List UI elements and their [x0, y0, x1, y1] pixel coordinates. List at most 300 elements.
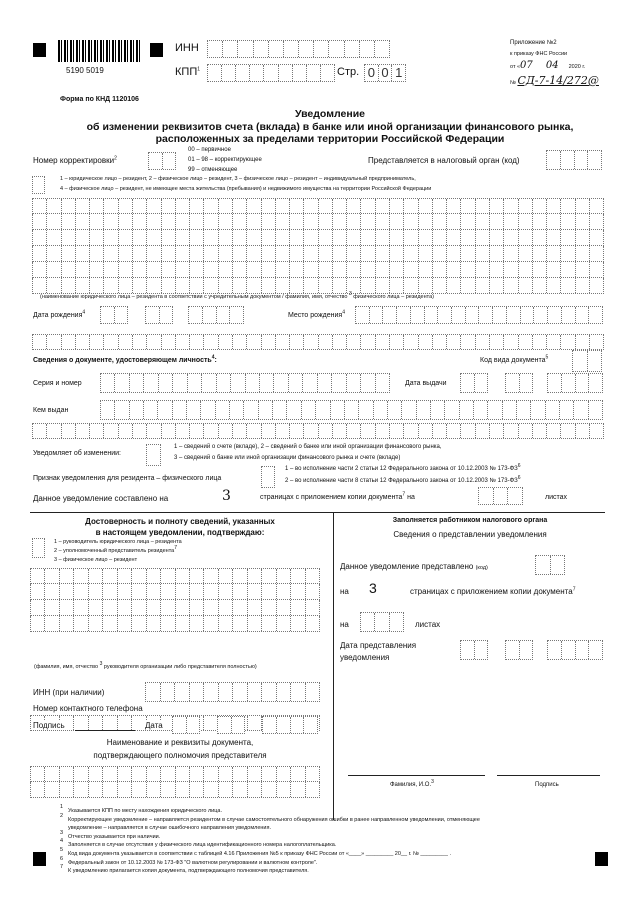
cell[interactable]	[504, 214, 518, 229]
cell[interactable]	[89, 616, 103, 631]
cell[interactable]	[461, 278, 475, 293]
cell[interactable]	[104, 246, 118, 261]
cell[interactable]	[333, 278, 347, 293]
cell[interactable]	[561, 262, 575, 277]
cell[interactable]	[276, 230, 290, 245]
cell[interactable]	[306, 683, 320, 701]
cell[interactable]	[290, 246, 304, 261]
cell[interactable]	[219, 683, 234, 701]
cell[interactable]	[118, 616, 132, 631]
cell[interactable]	[176, 199, 190, 213]
cell[interactable]	[519, 199, 533, 213]
resident-name-grid[interactable]	[32, 198, 604, 294]
cell[interactable]	[274, 374, 288, 392]
cell[interactable]	[519, 262, 533, 277]
cell[interactable]	[103, 600, 117, 615]
cell[interactable]	[149, 153, 163, 169]
cell[interactable]	[319, 230, 333, 245]
cell[interactable]	[233, 278, 247, 293]
cell[interactable]	[262, 569, 276, 583]
cell[interactable]	[452, 307, 466, 323]
cell[interactable]	[219, 767, 233, 781]
cell[interactable]	[60, 569, 74, 583]
grid-row[interactable]	[30, 584, 320, 600]
cell[interactable]	[547, 214, 561, 229]
cell[interactable]	[204, 683, 219, 701]
cell[interactable]	[273, 401, 287, 419]
cell[interactable]	[390, 613, 403, 631]
issue-year-input[interactable]	[547, 373, 603, 393]
cell[interactable]	[490, 230, 504, 245]
cell[interactable]	[589, 401, 602, 419]
cell[interactable]	[219, 569, 233, 583]
cell[interactable]	[103, 767, 117, 781]
cell[interactable]	[490, 335, 504, 349]
cell[interactable]	[290, 230, 304, 245]
cell[interactable]	[33, 539, 44, 557]
cell[interactable]	[133, 424, 147, 438]
cell[interactable]	[76, 424, 90, 438]
cell[interactable]	[519, 246, 533, 261]
cell[interactable]	[277, 717, 291, 733]
cell[interactable]	[31, 782, 45, 797]
cell[interactable]	[504, 262, 518, 277]
series-number-input[interactable]	[100, 373, 390, 393]
cell[interactable]	[74, 767, 88, 781]
cell[interactable]	[204, 199, 218, 213]
cell[interactable]	[488, 401, 502, 419]
cell[interactable]	[466, 307, 480, 323]
cell[interactable]	[333, 246, 347, 261]
cell[interactable]	[347, 214, 361, 229]
cell[interactable]	[374, 401, 388, 419]
cell[interactable]	[62, 246, 76, 261]
cell[interactable]	[361, 613, 375, 631]
cell[interactable]	[233, 600, 247, 615]
cell[interactable]	[345, 41, 360, 57]
cell[interactable]	[132, 600, 146, 615]
cell[interactable]	[576, 307, 590, 323]
resident-type-input[interactable]	[32, 176, 45, 194]
cell[interactable]	[347, 262, 361, 277]
cell[interactable]	[60, 584, 74, 599]
cell[interactable]	[250, 65, 264, 81]
cell[interactable]	[475, 374, 488, 392]
cell[interactable]	[103, 616, 117, 631]
cell[interactable]	[247, 424, 261, 438]
cell[interactable]	[361, 335, 375, 349]
cell[interactable]	[74, 569, 88, 583]
cell[interactable]	[331, 401, 345, 419]
cell[interactable]	[504, 230, 518, 245]
cell[interactable]	[447, 278, 461, 293]
cell[interactable]	[319, 246, 333, 261]
cell[interactable]	[176, 584, 190, 599]
cell[interactable]	[60, 767, 74, 781]
cell[interactable]	[590, 246, 603, 261]
cell[interactable]	[347, 374, 361, 392]
grid-row[interactable]	[32, 246, 604, 262]
cell[interactable]	[359, 401, 373, 419]
cell[interactable]	[590, 230, 603, 245]
sign-input[interactable]	[261, 466, 275, 488]
cell[interactable]	[461, 424, 475, 438]
cell[interactable]	[190, 230, 204, 245]
cell[interactable]	[233, 424, 247, 438]
cell[interactable]	[361, 214, 375, 229]
cell[interactable]	[45, 569, 59, 583]
cell[interactable]	[47, 262, 61, 277]
cell[interactable]	[103, 782, 117, 797]
cell[interactable]	[247, 214, 261, 229]
cell[interactable]	[276, 246, 290, 261]
cell[interactable]	[404, 246, 418, 261]
cell[interactable]	[306, 782, 319, 797]
cell[interactable]	[303, 374, 317, 392]
cell[interactable]	[248, 569, 262, 583]
cell[interactable]	[277, 569, 291, 583]
cell[interactable]	[104, 278, 118, 293]
change-type-input[interactable]	[146, 444, 161, 466]
sheets-input[interactable]	[478, 487, 523, 505]
cell[interactable]	[248, 600, 262, 615]
cell[interactable]	[31, 569, 45, 583]
cell[interactable]	[547, 278, 561, 293]
cell[interactable]	[588, 351, 602, 371]
cell[interactable]	[233, 214, 247, 229]
cell[interactable]	[548, 307, 562, 323]
cell[interactable]	[204, 335, 218, 349]
cell[interactable]	[533, 424, 547, 438]
cell[interactable]	[33, 199, 47, 213]
cell[interactable]	[204, 616, 218, 631]
cell[interactable]	[45, 616, 59, 631]
cell[interactable]	[347, 199, 361, 213]
right-sheets-input[interactable]	[360, 612, 404, 632]
cell[interactable]	[216, 401, 230, 419]
cell[interactable]	[217, 307, 231, 323]
cell[interactable]	[547, 199, 561, 213]
cell[interactable]	[90, 335, 104, 349]
cell[interactable]	[277, 600, 291, 615]
cell[interactable]	[47, 246, 61, 261]
cell[interactable]	[219, 199, 233, 213]
signer-name-grid[interactable]	[30, 568, 320, 632]
cell[interactable]	[263, 717, 277, 733]
cell[interactable]	[276, 262, 290, 277]
cell[interactable]	[306, 569, 319, 583]
cell[interactable]	[419, 424, 433, 438]
cell[interactable]	[419, 214, 433, 229]
cell[interactable]	[304, 335, 318, 349]
cell[interactable]	[361, 424, 375, 438]
cell[interactable]	[533, 230, 547, 245]
cell[interactable]	[304, 199, 318, 213]
cell[interactable]	[561, 151, 575, 169]
cell[interactable]	[161, 782, 175, 797]
cell[interactable]	[390, 335, 404, 349]
cell[interactable]	[425, 307, 439, 323]
submitted-code-input[interactable]	[535, 555, 565, 575]
cell[interactable]	[238, 41, 253, 57]
cell[interactable]	[573, 351, 588, 371]
cell[interactable]	[62, 214, 76, 229]
cell[interactable]	[319, 335, 333, 349]
cell[interactable]	[333, 335, 347, 349]
cell[interactable]	[219, 616, 233, 631]
cell[interactable]	[589, 307, 602, 323]
cell[interactable]	[561, 214, 575, 229]
cell[interactable]	[132, 782, 146, 797]
cell[interactable]	[89, 716, 103, 730]
cell[interactable]	[119, 278, 133, 293]
cell[interactable]	[419, 335, 433, 349]
cell[interactable]	[547, 424, 561, 438]
cell[interactable]	[576, 335, 590, 349]
cell[interactable]	[299, 41, 314, 57]
cell[interactable]	[304, 717, 317, 733]
cell[interactable]	[144, 401, 158, 419]
cell[interactable]	[291, 717, 305, 733]
cell[interactable]	[147, 584, 161, 599]
cell[interactable]	[332, 374, 346, 392]
cell[interactable]	[561, 199, 575, 213]
cell[interactable]	[233, 584, 247, 599]
cell[interactable]	[176, 424, 190, 438]
cell[interactable]	[204, 424, 218, 438]
cell[interactable]	[254, 41, 269, 57]
cell[interactable]	[520, 374, 533, 392]
issued-by-grid[interactable]	[32, 423, 604, 439]
cell[interactable]	[574, 401, 588, 419]
cell[interactable]	[376, 199, 390, 213]
cell[interactable]	[361, 199, 375, 213]
cell[interactable]	[404, 278, 418, 293]
sign-month-input[interactable]	[217, 716, 245, 734]
cell[interactable]	[33, 214, 47, 229]
cell[interactable]	[290, 262, 304, 277]
cell[interactable]	[176, 600, 190, 615]
cell[interactable]	[104, 199, 118, 213]
cell[interactable]	[547, 246, 561, 261]
cell[interactable]	[115, 374, 129, 392]
cell[interactable]	[447, 246, 461, 261]
cell[interactable]	[375, 613, 389, 631]
cell[interactable]	[575, 151, 589, 169]
cell[interactable]	[519, 424, 533, 438]
cell[interactable]	[390, 214, 404, 229]
cell[interactable]	[277, 616, 291, 631]
cell[interactable]	[190, 782, 204, 797]
cell[interactable]	[461, 374, 475, 392]
cell[interactable]	[118, 569, 132, 583]
cell[interactable]	[115, 401, 129, 419]
cell[interactable]	[219, 782, 233, 797]
cell[interactable]	[561, 246, 575, 261]
cell[interactable]	[74, 584, 88, 599]
grid-row[interactable]	[32, 423, 604, 439]
cell[interactable]	[45, 767, 59, 781]
cell[interactable]	[208, 65, 222, 81]
cell[interactable]	[290, 199, 304, 213]
cell[interactable]	[390, 199, 404, 213]
cell[interactable]	[376, 214, 390, 229]
cell[interactable]	[397, 307, 411, 323]
cell[interactable]	[562, 641, 576, 659]
cell[interactable]	[104, 214, 118, 229]
submit-year-input[interactable]	[547, 640, 603, 660]
cell[interactable]	[262, 214, 276, 229]
cell[interactable]	[276, 278, 290, 293]
cell[interactable]	[262, 467, 274, 487]
cell[interactable]	[461, 641, 475, 659]
cell[interactable]	[561, 424, 575, 438]
cell[interactable]	[417, 401, 431, 419]
cell[interactable]	[319, 199, 333, 213]
cell[interactable]	[576, 199, 590, 213]
cell[interactable]	[445, 401, 459, 419]
cell[interactable]	[101, 307, 115, 323]
grid-row[interactable]	[30, 782, 320, 798]
cell[interactable]	[370, 307, 384, 323]
sign-day-input[interactable]	[172, 716, 200, 734]
cell[interactable]	[147, 445, 160, 465]
cell[interactable]	[561, 278, 575, 293]
cell[interactable]	[147, 199, 161, 213]
cell[interactable]	[291, 616, 305, 631]
submit-month-input[interactable]	[505, 640, 533, 660]
cell[interactable]	[533, 278, 547, 293]
cell[interactable]	[219, 230, 233, 245]
cell[interactable]	[504, 199, 518, 213]
cell[interactable]	[147, 767, 161, 781]
cell[interactable]	[290, 335, 304, 349]
cell[interactable]	[306, 600, 319, 615]
cell[interactable]	[361, 262, 375, 277]
cell[interactable]	[230, 401, 244, 419]
cell[interactable]	[47, 230, 61, 245]
cell[interactable]	[504, 335, 518, 349]
cell[interactable]	[376, 374, 389, 392]
cell[interactable]	[506, 641, 520, 659]
cell[interactable]	[89, 584, 103, 599]
cell[interactable]	[291, 584, 305, 599]
cell[interactable]	[147, 230, 161, 245]
cell[interactable]	[521, 307, 535, 323]
cell[interactable]	[133, 230, 147, 245]
tax-authority-code-input[interactable]	[546, 150, 602, 170]
cell[interactable]	[233, 683, 248, 701]
cell[interactable]	[45, 600, 59, 615]
cell[interactable]	[390, 262, 404, 277]
cell[interactable]	[490, 278, 504, 293]
cell[interactable]	[319, 278, 333, 293]
cell[interactable]	[390, 278, 404, 293]
cell[interactable]	[479, 488, 494, 504]
cell[interactable]	[89, 600, 103, 615]
cell[interactable]	[447, 424, 461, 438]
cell[interactable]	[376, 335, 390, 349]
cell[interactable]	[576, 230, 590, 245]
birth-year-input[interactable]	[188, 306, 244, 324]
grid-row[interactable]	[30, 600, 320, 616]
cell[interactable]	[162, 199, 176, 213]
cell[interactable]	[147, 278, 161, 293]
cell[interactable]	[490, 214, 504, 229]
cell[interactable]	[130, 401, 144, 419]
cell[interactable]	[319, 424, 333, 438]
cell[interactable]	[188, 374, 202, 392]
cell[interactable]	[276, 335, 290, 349]
grid-row[interactable]	[30, 568, 320, 584]
cell[interactable]	[548, 374, 562, 392]
cell[interactable]	[176, 230, 190, 245]
cell[interactable]	[76, 246, 90, 261]
cell[interactable]	[159, 374, 173, 392]
doc-code-input[interactable]	[572, 350, 602, 372]
cell[interactable]	[173, 401, 187, 419]
cell[interactable]	[162, 335, 176, 349]
cell[interactable]	[548, 641, 562, 659]
cell[interactable]	[204, 214, 218, 229]
cell[interactable]	[74, 782, 88, 797]
cell[interactable]	[176, 278, 190, 293]
cell[interactable]	[376, 246, 390, 261]
cell[interactable]	[433, 230, 447, 245]
cell[interactable]	[231, 374, 245, 392]
cell[interactable]	[219, 278, 233, 293]
cell[interactable]	[264, 65, 278, 81]
cell[interactable]	[33, 424, 47, 438]
cell[interactable]	[262, 335, 276, 349]
cell[interactable]	[202, 374, 216, 392]
cell[interactable]	[33, 278, 47, 293]
cell[interactable]	[517, 401, 531, 419]
cell[interactable]	[490, 424, 504, 438]
cell[interactable]	[60, 600, 74, 615]
cell[interactable]	[76, 214, 90, 229]
cell[interactable]	[247, 199, 261, 213]
cell[interactable]	[433, 278, 447, 293]
signer-type-input[interactable]	[32, 538, 45, 558]
cell[interactable]	[236, 65, 250, 81]
cell[interactable]	[291, 569, 305, 583]
cell[interactable]	[147, 600, 161, 615]
cell[interactable]	[190, 600, 204, 615]
cell[interactable]	[277, 584, 291, 599]
cell[interactable]	[219, 214, 233, 229]
cell[interactable]	[361, 374, 375, 392]
cell[interactable]	[247, 278, 261, 293]
cell[interactable]	[329, 41, 344, 57]
cell[interactable]	[74, 716, 88, 730]
auth-doc-grid[interactable]	[30, 766, 320, 798]
cell[interactable]	[233, 616, 247, 631]
cell[interactable]	[176, 569, 190, 583]
cell[interactable]	[576, 246, 590, 261]
cell[interactable]	[147, 214, 161, 229]
cell[interactable]	[576, 424, 590, 438]
cell[interactable]	[360, 41, 375, 57]
cell[interactable]	[447, 230, 461, 245]
cell[interactable]	[133, 199, 147, 213]
cell[interactable]	[589, 374, 602, 392]
cell[interactable]	[204, 600, 218, 615]
cell[interactable]	[419, 278, 433, 293]
cell[interactable]	[158, 401, 172, 419]
cell[interactable]	[233, 782, 247, 797]
cell[interactable]	[162, 424, 176, 438]
